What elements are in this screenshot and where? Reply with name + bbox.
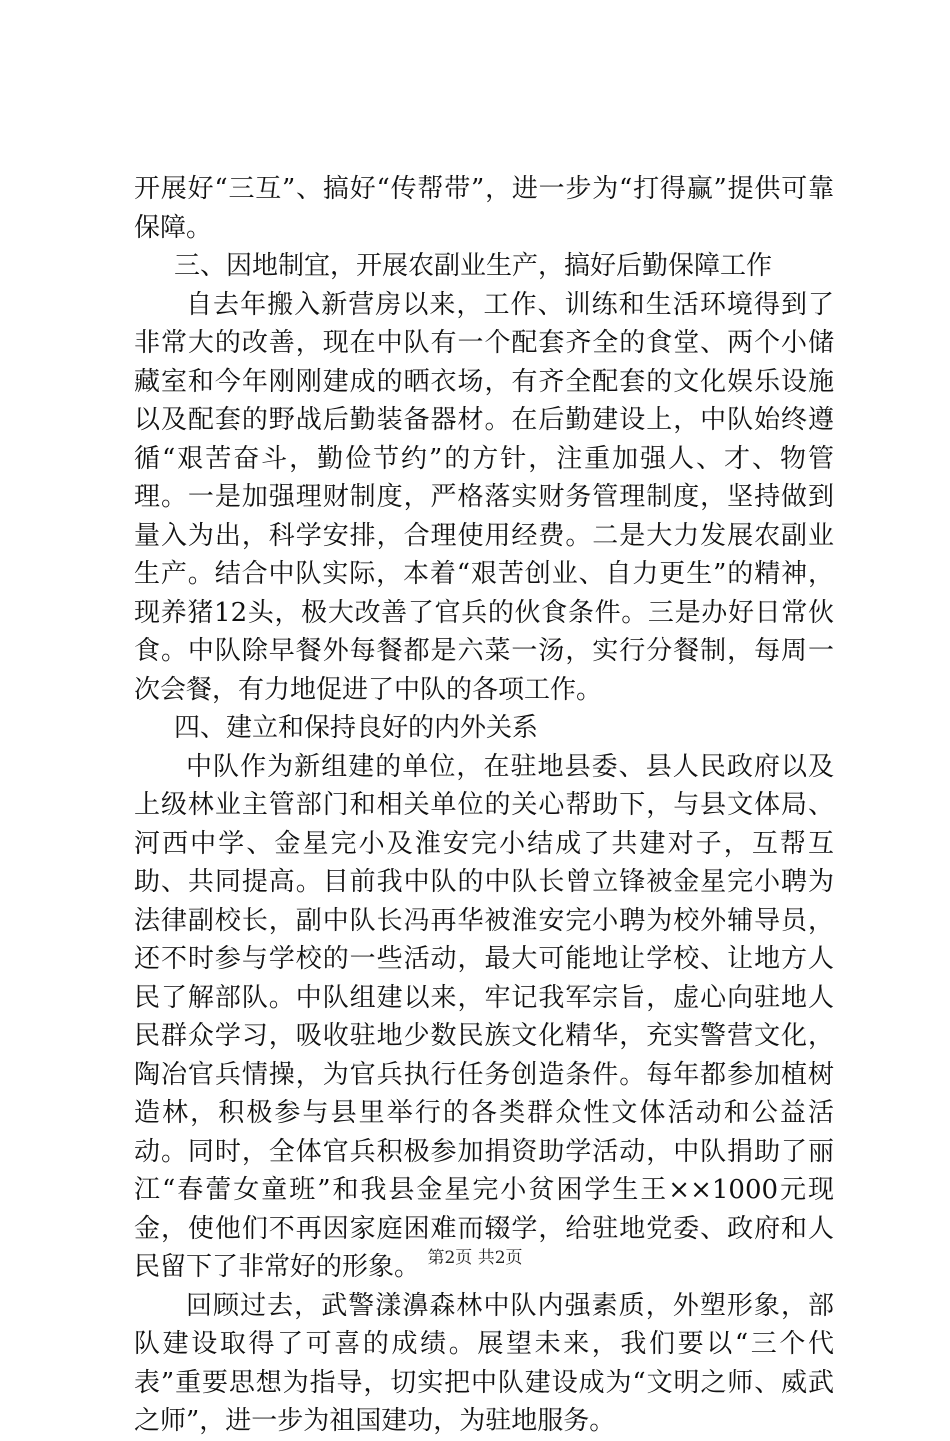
section-heading-4: 四、建立和保持良好的内外关系 [174, 713, 539, 743]
section-heading-3: 三、因地制宜，开展农副业生产，搞好后勤保障工作 [174, 251, 773, 281]
paragraph-conclusion: 回顾过去，武警漾濞森林中队内强素质，外塑形象，部队建设取得了可喜的成绩。展望未来，我们要以“三个代表”重要思想为指导，切实把中队建设成为“文明之师、威武之师”，进一步为祖国建功，为驻地服务。 [134, 1290, 834, 1436]
page-footer: 第2页 共2页 [427, 1248, 523, 1268]
paragraph-relations: 中队作为新组建的单位，在驻地县委、县人民政府以及上级林业主管部门和相关单位的关心帮助下，与县文体局、河西中学、金星完小及淮安完小结成了共建对子，互帮互助、共同提高。目前我中队的中队长曾立锋被金星完小聘为法律副校长，副中队长冯再华被淮安完小聘为校外辅导员，还不时参与学校的一些活动，最大可能地让学校、让地方人民了解部队。中队组建以来，牢记我军宗旨，虚心向驻地人民群众学习，吸收驻地少数民族文化精华，充实警营文化，陶冶官兵情操，为官兵执行任务创造条件。每年都参加植树造林，积极参与县里举行的各类群众性文体活动和公益活动。同时，全体官兵积极参加捐资助学活动，中队捐助了丽江“春蕾女童班”和我县金星完小贫困学生王××1000元现金，使他们不再因家庭困难而辍学，给驻地党委、政府和人民留下了非常好的形象。 [134, 751, 834, 1282]
paragraph-continuation: 开展好“三互”、搞好“传帮带”，进一步为“打得赢”提供可靠保障。 [134, 174, 834, 243]
paragraph-logistics: 自去年搬入新营房以来，工作、训练和生活环境得到了非常大的改善，现在中队有一个配套齐全的食堂、两个小储藏室和今年刚刚建成的晒衣场，有齐全配套的文化娱乐设施以及配套的野战后勤装备器材。在后勤建设上，中队始终遵循“艰苦奋斗，勤俭节约”的方针，注重加强人、才、物管理。一是加强理财制度，严格落实财务管理制度，坚持做到量入为出，科学安排，合理使用经费。二是大力发展农副业生产。结合中队实际，本着“艰苦创业、自力更生”的精神，现养猪12头，极大改善了官兵的伙食条件。三是办好日常伙食。中队除早餐外每餐都是六菜一汤，实行分餐制，每周一次会餐，有力地促进了中队的各项工作。 [134, 289, 834, 705]
